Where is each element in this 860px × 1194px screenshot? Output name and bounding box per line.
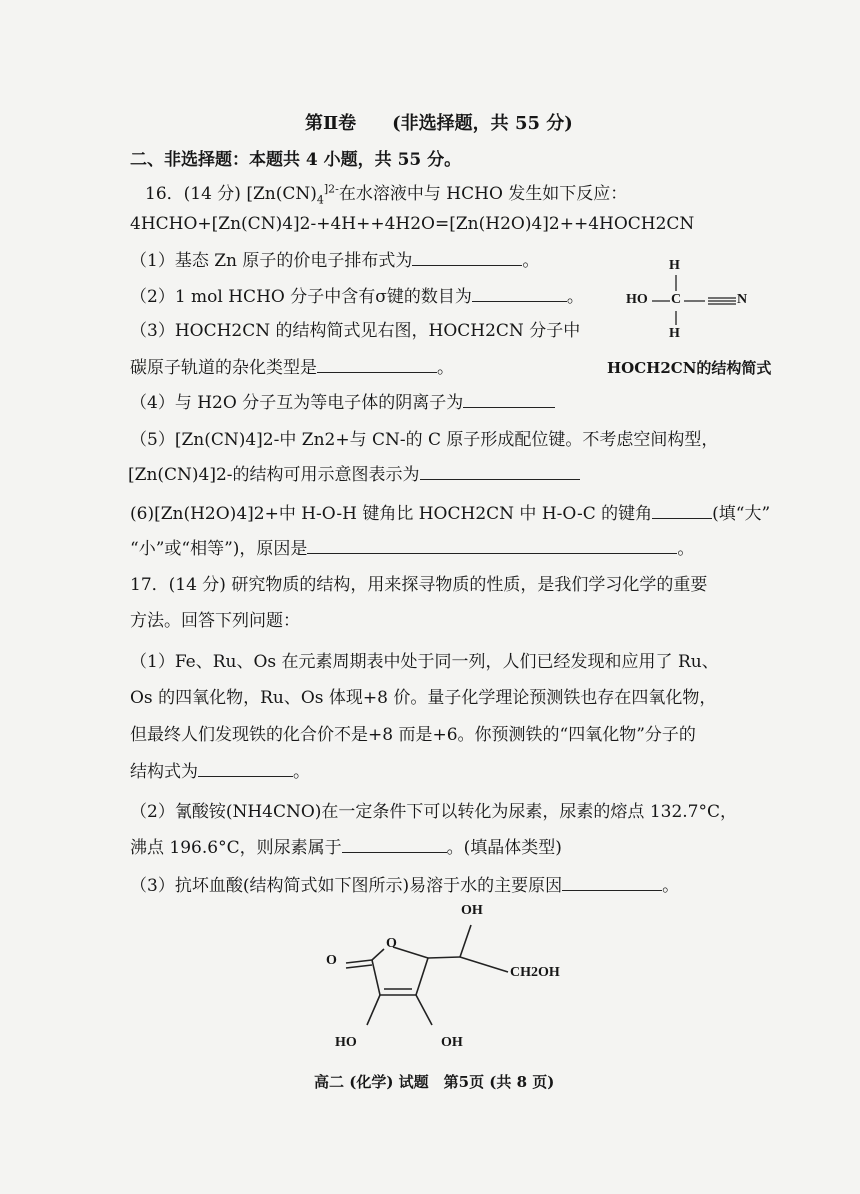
q17-stem-line2: 方法。回答下列问题： [130,611,300,631]
answer-blank[interactable] [317,356,437,373]
q17-part1-line2: Os 的四氧化物，Ru、Os 体现+8 价。量子化学理论预测铁也存在四氧化物， [130,688,717,708]
q17-stem-line1: 17．(14 分) 研究物质的结构，用来探寻物质的性质，是我们学习化学的重要 [130,575,708,595]
atom-c: C [671,292,682,307]
label-ring-o: O [386,936,397,951]
answer-blank[interactable] [463,391,555,408]
q17-part2-line2: 沸点 196.6°C，则尿素属于 。(填晶体类型) [130,838,562,858]
q17-part1-line3: 但最终人们发现铁的化合价不是+8 而是+6。你预测铁的“四氧化物”分子的 [130,725,696,745]
q16-stem: 16．(14 分) [$Zn(CN)_4^{]2-}$在水溶液中与 HCHO 发生如下反应： [145,182,628,207]
q17-part1-line1: （1）Fe、Ru、Os 在元素周期表中处于同一列，人们已经发现和应用了 Ru、 [130,652,719,672]
label-ho-left: HO [335,1035,357,1050]
label-oh-right: OH [441,1035,463,1050]
page-footer: 高二 (化学) 试题 第5页 (共 8 页) [314,1073,555,1091]
label-ch2oh: CH2OH [510,965,560,980]
answer-blank[interactable] [420,463,580,480]
q17-part2-line1: （2）氰酸铵(NH4CNO)在一定条件下可以转化为尿素，尿素的熔点 132.7°C， [130,802,737,822]
structure-caption: HOCH2CN的结构简式 [607,359,772,377]
bond-lines [620,255,760,345]
q16-part3-line1: （3）HOCH2CN 的结构简式见右图，HOCH2CN 分子中 [130,321,581,341]
q16-part2: （2）1 mol HCHO 分子中含有σ键的数目为 。 [130,287,584,307]
section-heading: 二、非选择题：本题共 4 小题，共 55 分。 [130,150,462,170]
atom-ho: HO [626,292,648,307]
answer-blank[interactable] [342,836,447,853]
paper-part-title: 第Ⅱ卷 (非选择题，共 55 分) [305,113,573,134]
atom-h-bottom: H [669,326,680,341]
q16-part5-line2: [Zn(CN)4]2-的结构可用示意图表示为 [128,463,580,486]
q16-part1: （1）基态 Zn 原子的价电子排布式为 。 [130,251,540,271]
q16-part5-line1: （5）[Zn(CN)4]2-中 Zn2+与 CN-的 C 原子形成配位键。不考虑空间构型， [130,430,719,450]
answer-blank[interactable] [562,874,662,891]
answer-blank[interactable] [652,502,712,519]
q16-equation: 4HCHO+[Zn(CN)4]2-+4H++4H2O=[Zn(H2O)4]2++4HOCH2CN [130,214,695,234]
q16-part3-line2: 碳原子轨道的杂化类型是 。 [130,358,454,378]
q16-part6-line2: “小”或“相等”)，原因是 。 [130,539,695,559]
q16-part6-line1: (6)[Zn(H2O)4]2+中 H-O-H 键角比 HOCH2CN 中 H-O-C 的键角 (填“大” [130,504,771,524]
atom-n: N [737,292,748,307]
q17-part1-line4: 结构式为 。 [130,762,310,782]
answer-blank[interactable] [307,537,677,554]
answer-blank[interactable] [472,285,567,302]
q17-part3: （3）抗坏血酸(结构简式如下图所示)易溶于水的主要原因 。 [130,876,680,896]
answer-blank[interactable] [198,760,293,777]
q16-part4: （4）与 H2O 分子互为等电子体的阴离子为 [130,391,555,414]
answer-blank[interactable] [412,249,522,266]
label-carbonyl-o: O [326,953,337,968]
label-oh-top: OH [461,903,483,918]
atom-h-top: H [669,258,680,273]
